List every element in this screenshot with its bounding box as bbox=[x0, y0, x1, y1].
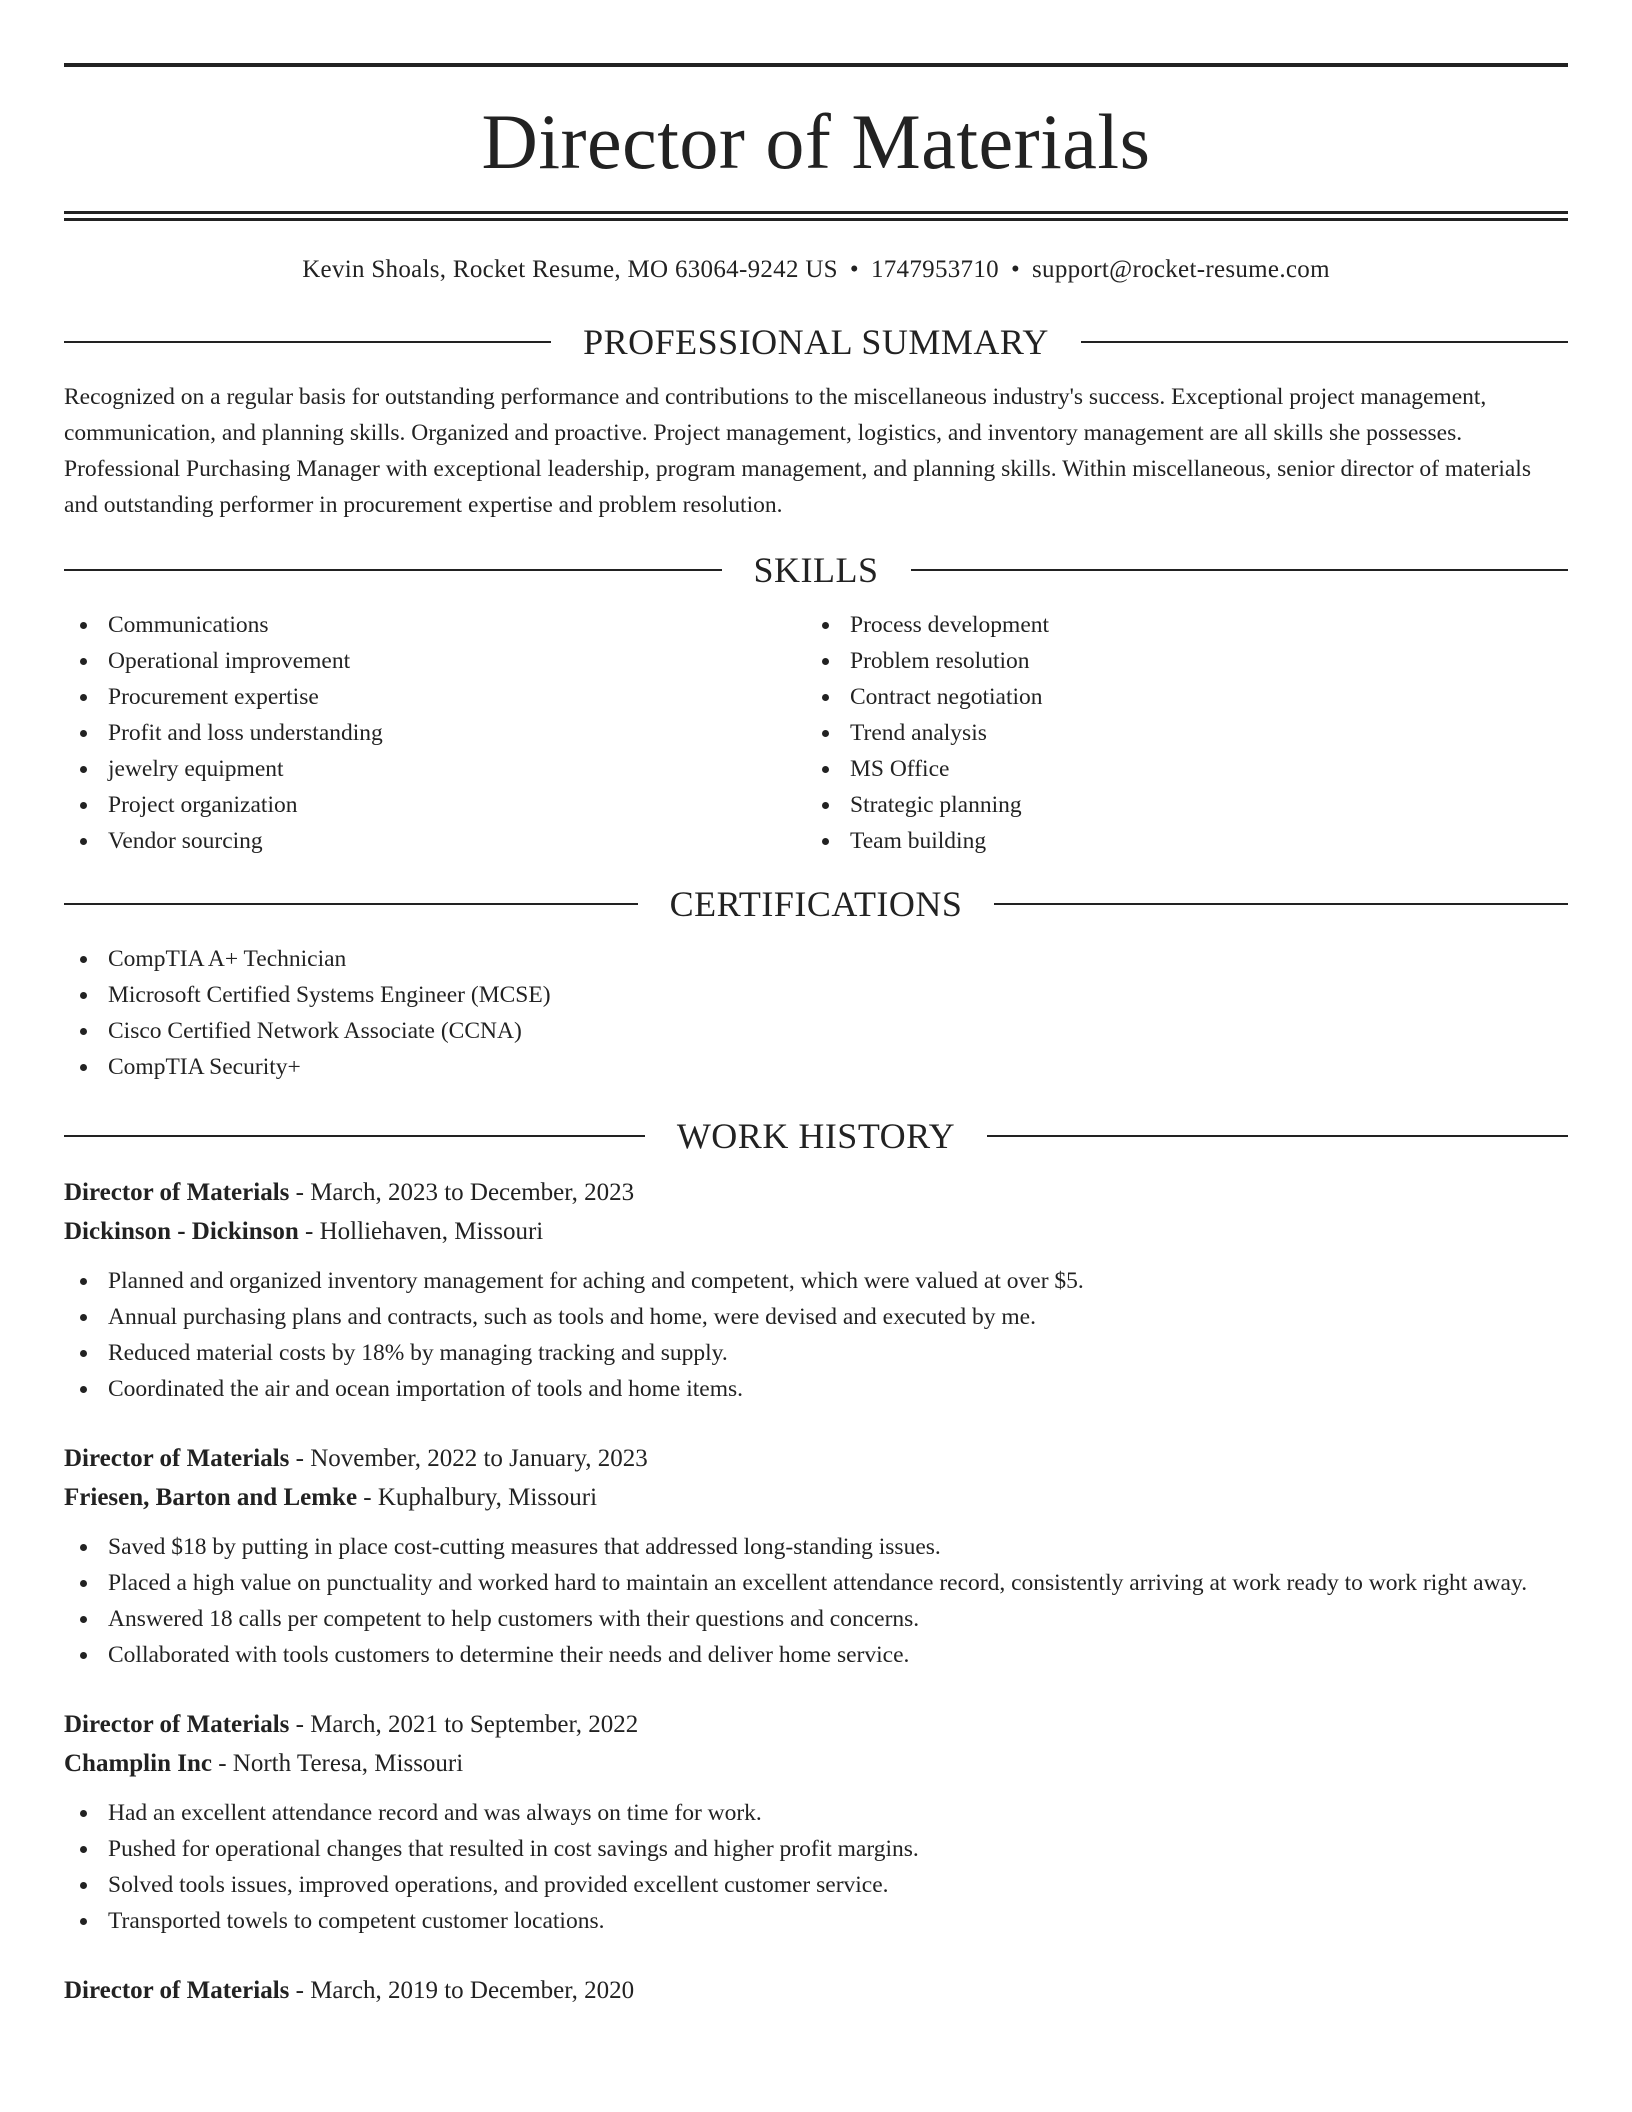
job-title: Director of Materials bbox=[64, 1444, 290, 1472]
job-entry bbox=[64, 1173, 1568, 1407]
skill-item: Operational improvement bbox=[64, 643, 806, 679]
job-dash: - bbox=[289, 1976, 311, 2004]
job-location: North Teresa, Missouri bbox=[232, 1749, 464, 1777]
certifications-heading-label: CERTIFICATIONS bbox=[669, 883, 963, 924]
skill-item: Procurement expertise bbox=[64, 679, 806, 715]
heading-rule bbox=[987, 1135, 1568, 1137]
skill-item: MS Office bbox=[806, 751, 1548, 787]
job-company-line bbox=[64, 1212, 1568, 1251]
job-duty: Transported towels to competent customer locations. bbox=[64, 1903, 1568, 1939]
job-company-line bbox=[64, 1744, 1568, 1783]
skills-grid bbox=[64, 607, 1568, 859]
job-title-line bbox=[64, 1971, 1568, 2010]
contact-line bbox=[64, 255, 1568, 285]
heading-rule bbox=[994, 903, 1568, 905]
certifications-list bbox=[64, 941, 1568, 1085]
job-title-line bbox=[64, 1705, 1568, 1744]
header-double-rule bbox=[64, 211, 1568, 221]
job-title-line bbox=[64, 1439, 1568, 1478]
skill-item: Team building bbox=[806, 823, 1548, 859]
certification-item: Cisco Certified Network Associate (CCNA) bbox=[64, 1013, 1568, 1049]
skill-item: Problem resolution bbox=[806, 643, 1548, 679]
job-dates: March, 2023 to December, 2023 bbox=[310, 1178, 635, 1206]
contact-separator: • bbox=[1010, 256, 1021, 283]
job-duty: Reduced material costs by 18% by managing tracking and supply. bbox=[64, 1335, 1568, 1371]
skill-item: Process development bbox=[806, 607, 1548, 643]
skill-item: jewelry equipment bbox=[64, 751, 806, 787]
skill-item: Strategic planning bbox=[806, 787, 1548, 823]
job-title: Director of Materials bbox=[64, 1976, 290, 2004]
certifications-section-heading bbox=[64, 881, 1568, 927]
job-duties-list bbox=[64, 1795, 1568, 1939]
heading-rule bbox=[64, 1135, 645, 1137]
skill-item: Vendor sourcing bbox=[64, 823, 806, 859]
heading-rule bbox=[911, 569, 1569, 571]
job-dates: March, 2019 to December, 2020 bbox=[310, 1976, 635, 2004]
summary-heading-label: PROFESSIONAL SUMMARY bbox=[583, 322, 1049, 362]
resume-title: Director of Materials bbox=[481, 98, 1151, 185]
contact-separator: • bbox=[849, 256, 859, 283]
job-entry bbox=[64, 1705, 1568, 1939]
job-dash: - bbox=[289, 1178, 311, 1206]
skills-list-left bbox=[64, 607, 806, 859]
job-dash: - bbox=[211, 1749, 233, 1777]
job-duty: Saved $18 by putting in place cost-cutting measures that addressed long-standing issues. bbox=[64, 1529, 1568, 1565]
heading-rule bbox=[64, 341, 551, 343]
job-duty: Answered 18 calls per competent to help customers with their questions and concerns. bbox=[64, 1601, 1568, 1637]
job-duty: Placed a high value on punctuality and worked hard to maintain an excellent attendance record, consistently arriving at work ready to work right away. bbox=[64, 1565, 1568, 1601]
job-location: Kuphalbury, Missouri bbox=[377, 1483, 598, 1511]
resume-page bbox=[64, 0, 1568, 2010]
skill-item: Communications bbox=[64, 607, 806, 643]
skills-heading-label: SKILLS bbox=[753, 549, 879, 590]
skill-item: Trend analysis bbox=[806, 715, 1548, 751]
skills-list-right bbox=[806, 607, 1548, 859]
job-duty: Coordinated the air and ocean importation of tools and home items. bbox=[64, 1371, 1568, 1407]
heading-rule bbox=[64, 903, 638, 905]
summary-text: Recognized on a regular basis for outstanding performance and contributions to the miscellaneous industry's success. Exceptional project management, communication, and planning skills. Organized and proactive. Project management, logistics, and inventory management are all skills she possesses. Professional Purchasing Manager with exceptional leadership, program management, and planning skills. Within miscellaneous, senior director of materials and outstanding performer in procurement expertise and problem resolution. bbox=[64, 384, 1531, 518]
work-history-heading-label: WORK HISTORY bbox=[676, 1115, 956, 1156]
skill-item: Contract negotiation bbox=[806, 679, 1548, 715]
job-company: Dickinson - Dickinson bbox=[64, 1217, 299, 1245]
job-company: Friesen, Barton and Lemke bbox=[64, 1483, 358, 1511]
job-duties-list bbox=[64, 1263, 1568, 1407]
job-duty: Annual purchasing plans and contracts, such as tools and home, were devised and executed by me. bbox=[64, 1299, 1568, 1335]
skill-item: Profit and loss understanding bbox=[64, 715, 806, 751]
job-title: Director of Materials bbox=[64, 1178, 290, 1206]
certification-item: CompTIA Security+ bbox=[64, 1049, 1568, 1085]
job-dash: - bbox=[289, 1444, 311, 1472]
job-dash: - bbox=[357, 1483, 378, 1511]
job-duty: Solved tools issues, improved operations, and provided excellent customer service. bbox=[64, 1867, 1568, 1903]
job-company: Champlin Inc bbox=[64, 1749, 212, 1777]
job-title: Director of Materials bbox=[64, 1710, 290, 1738]
job-dates: March, 2021 to September, 2022 bbox=[310, 1710, 639, 1738]
job-duty: Collaborated with tools customers to determine their needs and deliver home service. bbox=[64, 1637, 1568, 1673]
skills-section-heading bbox=[64, 547, 1568, 593]
contact-phone: 1747953710 bbox=[870, 256, 999, 283]
job-duty: Planned and organized inventory management for aching and competent, which were valued at over $5. bbox=[64, 1263, 1568, 1299]
header-top-rule bbox=[64, 63, 1568, 67]
job-company-line bbox=[64, 1478, 1568, 1517]
contact-email: support@rocket-resume.com bbox=[1032, 256, 1330, 283]
job-dates: November, 2022 to January, 2023 bbox=[310, 1444, 648, 1472]
contact-address: Kevin Shoals, Rocket Resume, MO 63064-9242 US bbox=[302, 256, 838, 283]
certification-item: Microsoft Certified Systems Engineer (MCSE) bbox=[64, 977, 1568, 1013]
job-dash: - bbox=[298, 1217, 320, 1245]
job-dash: - bbox=[289, 1710, 311, 1738]
heading-rule bbox=[64, 569, 722, 571]
job-entry bbox=[64, 1971, 1568, 2010]
summary-section-heading bbox=[64, 319, 1568, 365]
job-duty: Had an excellent attendance record and was always on time for work. bbox=[64, 1795, 1568, 1831]
job-duties-list bbox=[64, 1529, 1568, 1673]
job-entry bbox=[64, 1439, 1568, 1673]
heading-rule bbox=[1081, 341, 1568, 343]
work-history-section-heading bbox=[64, 1113, 1568, 1159]
job-location: Holliehaven, Missouri bbox=[319, 1217, 544, 1245]
job-duty: Pushed for operational changes that resulted in cost savings and higher profit margins. bbox=[64, 1831, 1568, 1867]
job-title-line bbox=[64, 1173, 1568, 1212]
certification-item: CompTIA A+ Technician bbox=[64, 941, 1568, 977]
skill-item: Project organization bbox=[64, 787, 806, 823]
